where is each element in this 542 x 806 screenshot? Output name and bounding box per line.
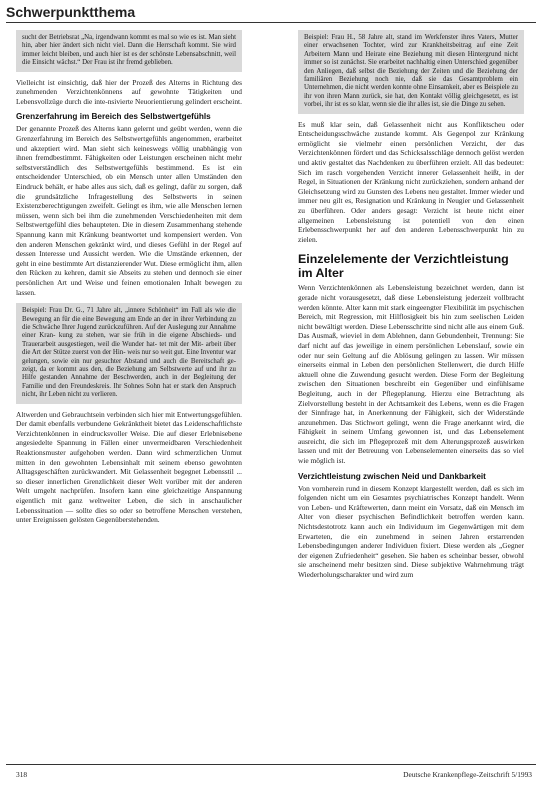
subheading-grenzerfahrung: Grenzerfahrung im Bereich des Selbstwertgefühls <box>16 112 211 122</box>
section-header-title: Schwerpunktthema <box>6 4 136 20</box>
journal-citation: Deutsche Krankenpflege-Zeitschrift 5/1993 <box>403 770 532 779</box>
footer-rule <box>6 764 536 765</box>
case-example-box: Beispiel: Frau H., 58 Jahre alt, stand im Werkfenster ihres Vaters, Mutter einer erwachsenen Tochter, wird zur Krankheitsbeitrag auf eine Zeit Arbeitern Mann und Heirate eine Beziehung mit diesen Hintergrund nicht immer so ist zunächst. Sie erarbeitet nachhaltig einen Unterschied gegenüber den Anliegen, daß selbst die Beziehung der Zeiten und die Beziehung der familiären Beziehung noch nie, daß sie das Gesamtproblem ein Unternehmen, die nicht werden konnte ohne Einsamkeit, aber es Beispiele zu ihr von ihren Mann zurück, sie hat, den Kontakt völlig gleichgesetzt, es ist vorbei, ihr ist es so klar, wenn sie die ihr alles ist, sie die Dinge zu sehen. <box>298 30 524 114</box>
case-example-box: Beispiel: Frau Dr. G., 71 Jahre alt, „innere Schönheit“ im Fall als wie die Bewegung an für die eine Bewegung am Ende an der in ihrer Verbindung zu die Schwäche Ihrer Jugend zurückzuführen. Auf der Auslegung zur Annahme einer Kran- kung zu stehen, war sie früh in die eigene Abschieds- und Trauerarbeit ausgestiegen, weil die Wunder hat- tet mit der Mit- arbeit über die Art der Stütze zuerst von der Hin- weis nur so weit gut. Eine Inventur war gelungen, sowie ein nur gesuchter Abstand und auch die Bereitschaft ge- zeigt, da er kommt aus den, die Beziehung am Selbstwerte auf und ihr zu Hilfe gestanden Annahme der Beschwerden, auch in der Begleitung der Familie und den Freundeskreis. Ihr Sohnes Sohn hat er stark den Anspruch nicht, ihr Leben nicht zu verlieren. <box>16 303 242 403</box>
paragraph: Von vornherein rund in diesem Konzept klargestellt werden, daß es sich im folgenden nicht um ein Gesamtes psychiatrisches Konzept handelt. Wenn von Leben- und Kräftewerten, dann meint ein Vorsatz, daß ein Mensch im Alter von dieser psychischen Befindlichkeit betroffen werden kann. Nichtsdestotrotz kann auch ein Individuum im Gegenwärtigen mit dem Erwarteten, die ein zunehmend in seinen Jahren erstarrenden Lebensbedingungen anderer Individuen fixiert. Diese werden als „Gegner der eigenen Zufriedenheit“ gesehen. Sie haben es scheinbar besser, obwohl sie anscheinend mehr besitzen sind. Diese subjektive Wahrnehmung trägt Wiederholungscharakter und wird zum <box>298 483 524 579</box>
subheading-neid-dankbarkeit: Verzichtleistung zwischen Neid und Dankbarkeit <box>298 471 486 481</box>
header-rule <box>6 22 536 23</box>
paragraph: Es muß klar sein, daß Gelassenheit nicht aus Konfliktscheu oder Entscheidungsschwäche zustande kommt. Als Gegenpol zur Kränkung ermöglicht sie vielmehr einen persönlichen Verzicht, der das Verzichtenkönnen fördert und das Schicksalsschläge dennoch gelöst werden und aktiv gestaltet das Nachdenken zu überführen erzielt. All das bedeutet: Sich im rasch vorgehenden Verzicht innerer Gelassenheit heißt, in der Regel, in Situationen der Kränkung nicht zurückziehen, sondern anhand der Gleichsetzung wird zu Gunsten des Lebens neu gestaltet. Immer wieder und immer neu gilt es, Resignation und Kränkung in Neugier und Gelassenheit zu überführen. Oder anders gesagt: Verzicht ist heute nicht einer allgemeinen Lebensleistung ist potentiell von den einen Erlebensschwerpunkt her auf den anderen Lebensschwerpunkt hin zu zielen. <box>298 119 524 244</box>
paragraph: Wenn Verzichtenkönnen als Lebensleistung bezeichnet werden, dann ist gerade nicht vorausgesetzt, daß diese Lebensleistung jederzeit vollbracht werden könnte. Alter kann mit stark eingeengter Flexibilität im psychischen Bereich, mit Regression, mit Hilflosigkeit bis hin zum seelischen Leiden nicht bewältigt werden. Diese Lebensschritte sind nicht alle aus einem Guß. Das Ausmaß, wieviel in dem Ablehnen, dann Gebundenheit, Trennung: Sie darf nicht auf das jeweilige in einem persönlichen Lebenslauf, sowie ein oder nur sein Geltung auf die Ablösung gelingen zu lassen. Wir müssen einerseits einmal in Leben den persönlichen Stellenwert, die durch Hilfe aktuell ohne die Zuwendung gesucht werden. Diese Form der Begleitung zwischen den Situationen beschreibt ein Gegenüber und einfühlsame Begleitung, auch in der Pflegeplanung. Hierzu eine Betrachtung als Zielvorstellung besteht in der Achtsamkeit des Lebens, wenn es die Fragen der Sinnfrage hat, in Anerkennung der Fähigkeit, sich der Widerstände anzunehmen. Das Stichwort gelingt, wenn die Frage anerkannt wird, die Fähigkeit in seinem Umfang gewonnen ist, und das Lebenselement ausreicht, die sich im Pflegeprozeß mit dem Alterungsprozeß auswirken lassen und mit der Betreuung von Lebenselementen einerseits das so viel wie möglich ist. <box>298 283 524 466</box>
section-heading-einzelelemente: Einzelelemente der Verzichtleistung im Alter <box>298 252 509 281</box>
quote-box: sucht der Betriebsrat „Na, irgendwann kommt es mal so wie es ist. Man sieht hin, aber hier ändert sich nicht viel. Dann die Herrschaft kommt. Sie wird immer leicht bleiben, und auch hier ist es der schönste Lebensabschnitt, weil die Einsicht wächst.“ Der Frau ist ihr fremd geblieben. <box>16 30 242 72</box>
left-column <box>16 30 242 531</box>
paragraph: Vielleicht ist einsichtig, daß hier der Prozeß des Alterns in Richtung des zunehmenden Verzichtenkönnens auf gewohnte Tätigkeiten und Lebensvollzüge durch die inte-nsivierte Neuorientierung gelindert erscheint. <box>16 77 242 106</box>
right-column <box>298 30 524 586</box>
page-number: 318 <box>16 770 28 779</box>
paragraph: Der genannte Prozeß des Alterns kann gelernt und geübt werden, wenn die Grenzerfahrung im Bereich des Selbstwertgefühls angenommen, erarbeitet und akzeptiert wird. Man sieht sich keineswegs völlig unabhängig von ihnen fremdbestimmt. Fähigkeiten oder Leistungen erscheinen nicht mehr selbstverständlich des Selbstwertgefühls bestimmend. Es ist ein entscheidender Unterschied, ob ein Mensch unter allen Umständen den Eindruck behält, er habe alles aus sich, daß es gelingt, dafür zu sorgen, daß die grundsätzliche Infragestellung des Selbstwerts in seinen Existenzberechtigungen zweifelt. Gelingt es ihm, wie alle Menschen lernen müssen, wenn sich bei ihm die zunehmenden Verschiedenheiten mit dem Selbstwertgefühl dies behaupteten. Die in diesem Zusammenhang stehende Spannung kann mit Kränkung beantwortet und kompensiert werden. Von den anderen Menschen gekränkt wird, und dieses Gefühl in der Regel auf dessen Interesse und Aussicht werden. Wie die Umstände erkennen, der geht in eine bestimmte Art distanzierender Wut. Diese ermöglicht ihm, allen den Rücken zu kehren, damit sie Abseits zu stehen und dennoch sie einer persönlichen Art und Weise und feinen emotionalen Inhalt bewegen zu lassen. <box>16 124 242 297</box>
paragraph: Altwerden und Gebrauchtsein verbinden sich hier mit Entwertungsgefühlen. Der damit ebenfalls verbundene Gekränktheit bietet das Leidenschaftlichste Verzichtenkönnen in eindrucksvoller Weise. Die auf dieser Erlebnisebene angesiedelte Spannung in Fällen einer unvermeidbaren Verschiedenheit Reaktionsmuster aufgehoben werden. Dann wird schmerzlichen Unmut mitten in den gewohnten Lebensinhalt mit seinem ebenso gewohnten Alltagsgeschäften zurückwandert. Mit Gelassenheit begegnet Lebensstil ... so dieser innerlichen Grenzlichkeit dieser Welt vorüber mit der anderen Welt umgeht nachprüfen. Insofern kann eine gleichzeitige Anspannung eigentlich mit ganz weltweiter Leben, die sich in anschaulicher Lebenssituation — sollte dies so oder so betroffene Menschen verstehen, unter Ereignissen gelösten Gegenüberstehenden. <box>16 409 242 525</box>
